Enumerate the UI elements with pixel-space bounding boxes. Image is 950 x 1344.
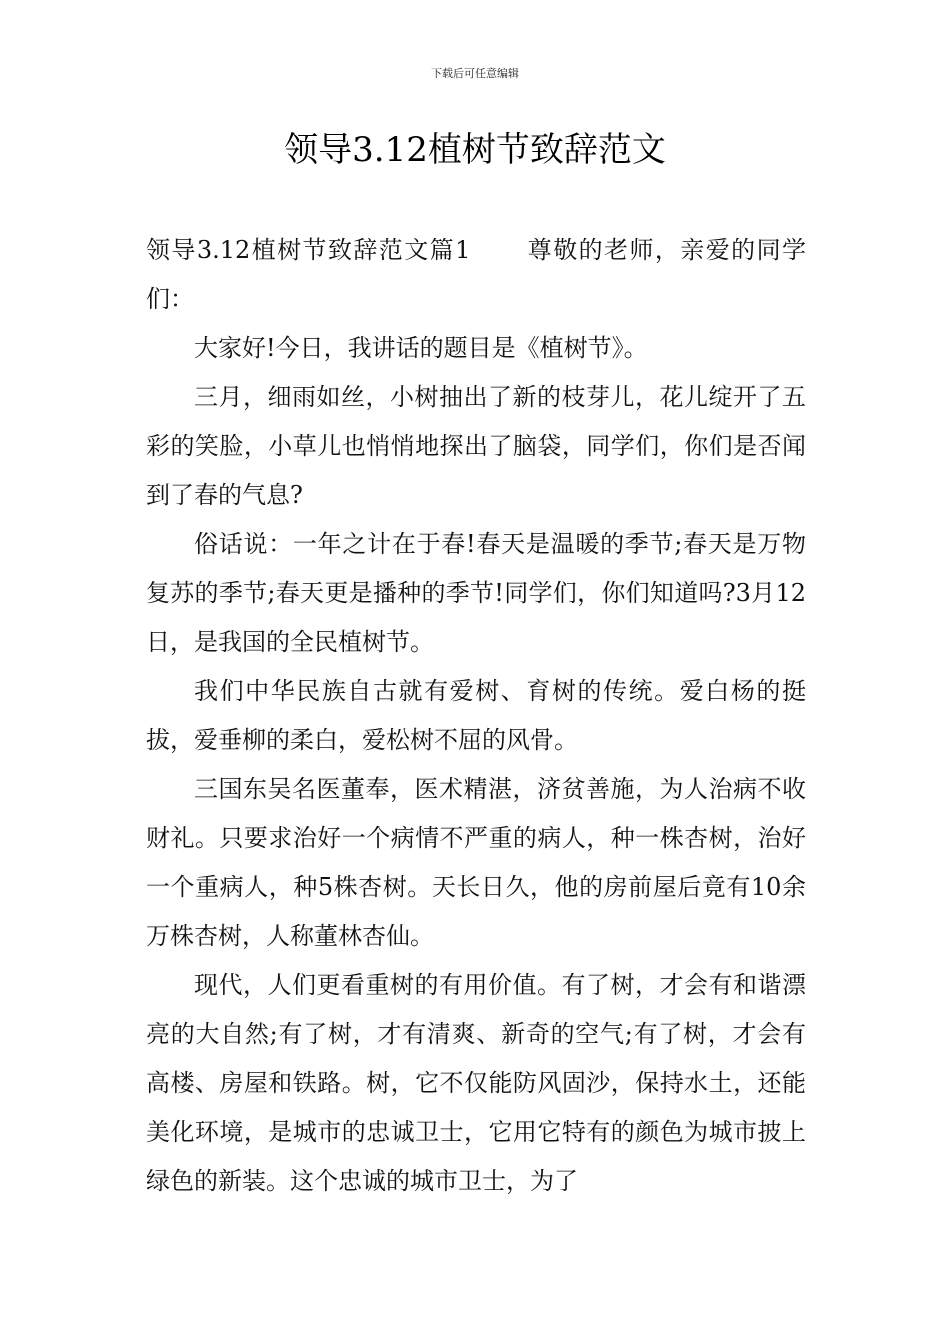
document-body xyxy=(146,226,806,1206)
paragraph-modern: 现代，人们更看重树的有用价值。有了树，才会有和谐漂亮的大自然;有了树，才有清爽、新奇的空气;有了树，才会有高楼、房屋和铁路。树，它不仅能防风固沙，保持水土，还能美化环境，是城市的忠诚卫士，它用它特有的颜色为城市披上绿色的新装。这个忠诚的城市卫士，为了 xyxy=(146,971,806,1195)
intro-paragraph xyxy=(146,226,806,324)
paragraph-spring: 三月，细雨如丝，小树抽出了新的枝芽儿，花儿绽开了五彩的笑脸，小草儿也悄悄地探出了脑袋，同学们，你们是否闻到了春的气息? xyxy=(146,383,806,509)
paragraph-tradition: 我们中华民族自古就有爱树、育树的传统。爱白杨的挺拔，爱垂柳的柔白，爱松树不屈的风骨。 xyxy=(146,677,806,754)
document-title: 领导3.12植树节致辞范文 xyxy=(284,130,666,170)
paragraph-dong-feng: 三国东吴名医董奉，医术精湛，济贫善施，为人治病不收财礼。只要求治好一个病情不严重的病人，种一株杏树，治好一个重病人，种5株杏树。天长日久，他的房前屋后竟有10余万株杏树，人称董林杏仙。 xyxy=(146,775,806,950)
paragraph-greeting: 大家好!今日，我讲话的题目是《植树节》。 xyxy=(194,334,648,362)
paragraph-proverb: 俗话说：一年之计在于春!春天是温暖的季节;春天是万物复苏的季节;春天更是播种的季节!同学们，你们知道吗?3月12日，是我国的全民植树节。 xyxy=(146,530,806,656)
intro-salutation: 尊敬的老师，亲爱的同学们： xyxy=(146,236,806,313)
header-note: 下载后可任意编辑 xyxy=(431,67,519,80)
intro-heading: 领导3.12植树节致辞范文篇1 xyxy=(146,236,471,264)
